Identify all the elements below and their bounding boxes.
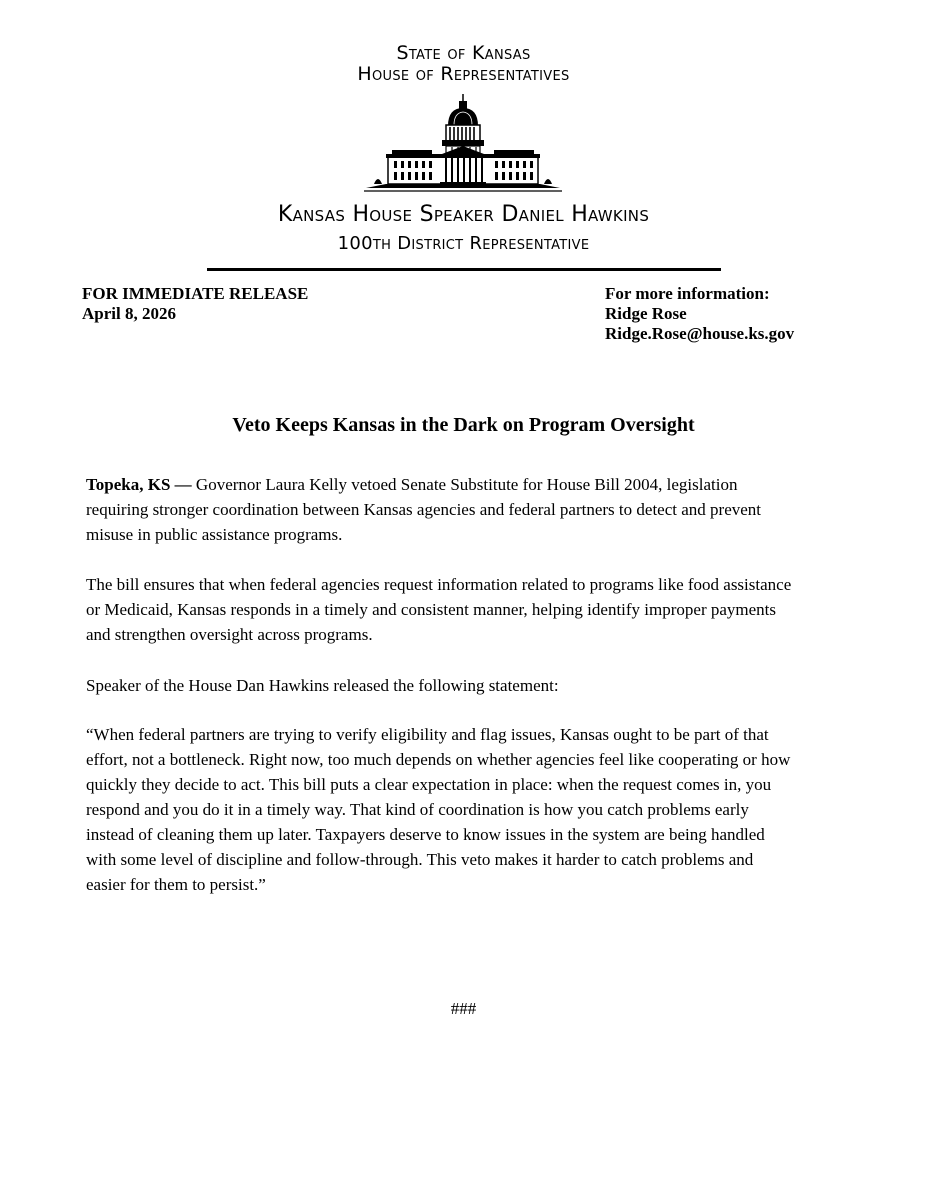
letterhead-speaker: Kansas House Speaker Daniel Hawkins bbox=[277, 202, 650, 227]
paragraph-line: Governor Laura Kelly vetoed Senate Substitute for House Bill 2004, legislation bbox=[191, 475, 738, 494]
body-paragraph-2 bbox=[86, 572, 848, 647]
quote-line: respond and you do it in a timely way. That kind of coordination is how you catch problems early bbox=[86, 800, 749, 819]
quote-line: effort, not a bottleneck. Right now, too much depends on whether agencies feel like cooperating or how bbox=[86, 750, 791, 769]
body-paragraph-3 bbox=[86, 673, 848, 698]
release-date: April 8, 2026 bbox=[82, 304, 176, 323]
letterhead-district: 100th District Representative bbox=[337, 233, 590, 254]
quote-line: “When federal partners are trying to verify eligibility and flag issues, Kansas ought to be part of that bbox=[86, 725, 769, 744]
paragraph-line: The bill ensures that when federal agencies request information related to programs like food assistance bbox=[86, 575, 792, 594]
paragraph-line: misuse in public assistance programs. bbox=[86, 525, 343, 544]
release-label: FOR IMMEDIATE RELEASE bbox=[82, 284, 309, 303]
dateline: Topeka, KS — bbox=[86, 475, 192, 494]
paragraph-line: Speaker of the House Dan Hawkins released the following statement: bbox=[86, 676, 559, 695]
contact-label: For more information: bbox=[605, 284, 770, 303]
end-mark: ### bbox=[450, 999, 477, 1018]
body-paragraph-1 bbox=[86, 472, 848, 547]
contact-email: Ridge.Rose@house.ks.gov bbox=[605, 324, 795, 343]
capitol-building-icon bbox=[362, 92, 564, 198]
paragraph-line: and strengthen oversight across programs. bbox=[86, 625, 373, 644]
contact-name: Ridge Rose bbox=[605, 304, 687, 323]
paragraph-line: requiring stronger coordination between Kansas agencies and federal partners to detect and prevent bbox=[86, 500, 762, 519]
quote-line: with some level of discipline and follow-through. This veto makes it harder to catch problems and bbox=[86, 850, 754, 869]
letterhead-state: State of Kansas bbox=[396, 42, 531, 64]
letterhead-divider bbox=[207, 268, 721, 271]
letterhead-chamber: House of Representatives bbox=[357, 63, 570, 85]
quote-line: quickly they decide to act. This bill puts a clear expectation in place: when the request comes in, you bbox=[86, 775, 772, 794]
paragraph-line: or Medicaid, Kansas responds in a timely and consistent manner, helping identify improper payments bbox=[86, 600, 777, 619]
quote-line: easier for them to persist.” bbox=[86, 875, 266, 894]
quote-line: instead of cleaning them up later. Taxpayers deserve to know issues in the system are being handled bbox=[86, 825, 765, 844]
headline: Veto Keeps Kansas in the Dark on Program Oversight bbox=[232, 414, 695, 436]
speaker-quote bbox=[86, 722, 848, 897]
